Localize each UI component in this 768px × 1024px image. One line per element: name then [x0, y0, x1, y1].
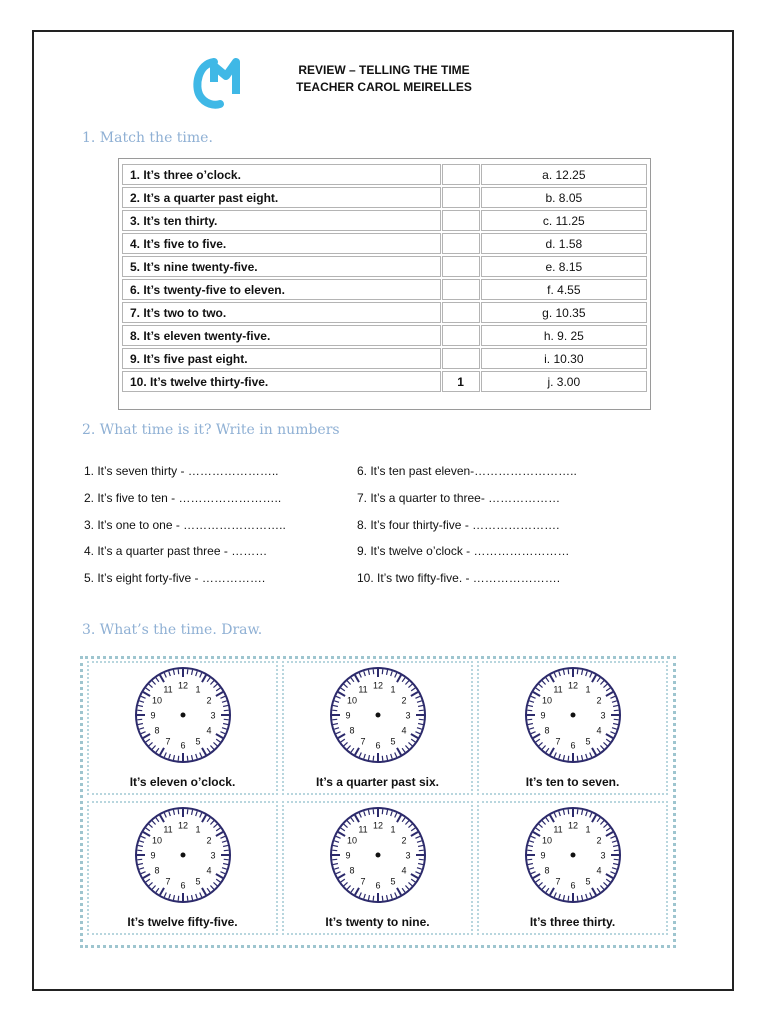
- header-teacher: TEACHER CAROL MEIRELLES: [296, 80, 472, 94]
- clock-face-icon[interactable]: [523, 665, 623, 765]
- clock-number: 8: [154, 725, 160, 736]
- match-answer-box[interactable]: [442, 187, 480, 208]
- clock-number: 10: [541, 695, 552, 706]
- clock-number: 4: [595, 725, 601, 736]
- match-answer-box[interactable]: [442, 210, 480, 231]
- match-answer-box[interactable]: [442, 279, 480, 300]
- clock-number: 1: [194, 824, 201, 835]
- match-option: h. 9. 25: [481, 325, 647, 346]
- clock-cell: [87, 801, 278, 935]
- clock-number: 12: [177, 680, 188, 691]
- clock-face-icon[interactable]: [133, 665, 233, 765]
- clock-number: 2: [595, 695, 601, 706]
- clock-number: 8: [544, 865, 550, 876]
- match-row: [122, 233, 647, 254]
- clock-number: 5: [584, 876, 591, 887]
- clock-cell: [477, 661, 668, 795]
- match-table: [118, 158, 651, 410]
- clock-number: 11: [357, 684, 368, 695]
- match-option: d. 1.58: [481, 233, 647, 254]
- clock-number: 6: [569, 880, 576, 891]
- match-option: b. 8.05: [481, 187, 647, 208]
- match-question: 4. It’s five to five.: [122, 233, 441, 254]
- clock-number: 10: [346, 835, 357, 846]
- write-item: 5. It’s eight forty-five - …………….: [84, 571, 266, 585]
- clock-number: 11: [552, 824, 563, 835]
- header-title: REVIEW – TELLING THE TIME: [298, 63, 470, 77]
- clock-number: 5: [194, 736, 201, 747]
- clock-number: 9: [344, 850, 351, 861]
- write-item: 6. It’s ten past eleven-……………………..: [357, 464, 577, 478]
- clock-number: 7: [164, 876, 171, 887]
- clock-number: 2: [205, 835, 211, 846]
- clock-number: 3: [404, 710, 411, 721]
- match-option: e. 8.15: [481, 256, 647, 277]
- clock-number: 1: [389, 824, 396, 835]
- clock-number: 10: [541, 835, 552, 846]
- match-answer-box[interactable]: [442, 325, 480, 346]
- clock-number: 4: [205, 865, 211, 876]
- clock-number: 6: [179, 740, 186, 751]
- write-item: 7. It’s a quarter to three- ………………: [357, 491, 561, 505]
- clock-number: 8: [154, 865, 160, 876]
- match-row: [122, 279, 647, 300]
- clock-number: 4: [595, 865, 601, 876]
- clock-caption: It’s ten to seven.: [525, 775, 620, 789]
- match-answer-box[interactable]: [442, 302, 480, 323]
- clock-number: 1: [194, 684, 201, 695]
- clock-cell: [282, 661, 473, 795]
- match-answer-box[interactable]: [442, 164, 480, 185]
- clock-number: 4: [400, 725, 406, 736]
- match-row: [122, 187, 647, 208]
- clock-number: 11: [162, 684, 173, 695]
- match-option: a. 12.25: [481, 164, 647, 185]
- match-answer-box[interactable]: [442, 233, 480, 254]
- clock-number: 5: [389, 736, 396, 747]
- match-question: 3. It’s ten thirty.: [122, 210, 441, 231]
- clock-number: 10: [346, 695, 357, 706]
- clock-number: 5: [584, 736, 591, 747]
- match-row: [122, 256, 647, 277]
- clock-caption: It’s three thirty.: [529, 915, 616, 929]
- clock-number: 10: [151, 695, 162, 706]
- clock-number: 6: [179, 880, 186, 891]
- write-item: 4. It’s a quarter past three - ………: [84, 544, 268, 558]
- write-item: 1. It’s seven thirty - …………………..: [84, 464, 279, 478]
- match-question: 5. It’s nine twenty-five.: [122, 256, 441, 277]
- logo-icon: [192, 56, 244, 112]
- clock-number: 9: [149, 850, 156, 861]
- clock-number: 8: [349, 865, 355, 876]
- match-option: g. 10.35: [481, 302, 647, 323]
- match-question: 9. It’s five past eight.: [122, 348, 441, 369]
- match-question: 7. It’s two to two.: [122, 302, 441, 323]
- match-answer-box[interactable]: 1: [442, 371, 480, 392]
- section2-title: 2. What time is it? Write in numbers: [82, 422, 340, 438]
- match-row: [122, 371, 647, 392]
- clock-number: 7: [359, 876, 366, 887]
- write-item: 3. It’s one to one - ……………………..: [84, 518, 286, 532]
- write-item: 8. It’s four thirty-five - ………………….: [357, 518, 560, 532]
- clock-number: 3: [599, 710, 606, 721]
- clock-number: 7: [359, 736, 366, 747]
- worksheet-header: [250, 62, 518, 96]
- match-question: 10. It’s twelve thirty-five.: [122, 371, 441, 392]
- match-option: c. 11.25: [481, 210, 647, 231]
- clock-cell: [477, 801, 668, 935]
- match-option: i. 10.30: [481, 348, 647, 369]
- match-answer-box[interactable]: [442, 256, 480, 277]
- clock-number: 3: [599, 850, 606, 861]
- clock-number: 12: [372, 680, 383, 691]
- clock-number: 2: [400, 695, 406, 706]
- clock-number: 2: [400, 835, 406, 846]
- clock-number: 2: [205, 695, 211, 706]
- clock-number: 9: [539, 850, 546, 861]
- clock-number: 12: [372, 820, 383, 831]
- match-row: [122, 164, 647, 185]
- clock-number: 11: [162, 824, 173, 835]
- match-answer-box[interactable]: [442, 348, 480, 369]
- clock-number: 3: [209, 710, 216, 721]
- clock-number: 7: [164, 736, 171, 747]
- clock-number: 11: [357, 824, 368, 835]
- clock-number: 9: [149, 710, 156, 721]
- clock-number: 3: [404, 850, 411, 861]
- match-row: [122, 325, 647, 346]
- clock-number: 6: [374, 880, 381, 891]
- clock-number: 1: [584, 684, 591, 695]
- clock-number: 7: [554, 876, 561, 887]
- clock-number: 12: [567, 680, 578, 691]
- clock-caption: It’s a quarter past six.: [316, 775, 439, 789]
- clock-number: 12: [177, 820, 188, 831]
- clock-number: 9: [344, 710, 351, 721]
- clock-number: 1: [389, 684, 396, 695]
- clock-caption: It’s twenty to nine.: [325, 915, 430, 929]
- clock-number: 7: [554, 736, 561, 747]
- clock-cell: [87, 661, 278, 795]
- write-item: 10. It’s two fifty-five. - ………………….: [357, 571, 561, 585]
- clock-number: 8: [544, 725, 550, 736]
- section3-title: 3. What’s the time. Draw.: [82, 622, 263, 638]
- clock-face-icon[interactable]: [523, 805, 623, 905]
- match-option: j. 3.00: [481, 371, 647, 392]
- clock-number: 12: [567, 820, 578, 831]
- write-item: 2. It’s five to ten - ……………………..: [84, 491, 282, 505]
- clock-caption: It’s eleven o’clock.: [129, 775, 236, 789]
- clock-number: 3: [209, 850, 216, 861]
- clock-number: 9: [539, 710, 546, 721]
- clock-number: 4: [400, 865, 406, 876]
- clock-number: 6: [374, 740, 381, 751]
- clock-cell: [282, 801, 473, 935]
- clock-face-icon[interactable]: [328, 805, 428, 905]
- clock-number: 5: [194, 876, 201, 887]
- match-question: 2. It’s a quarter past eight.: [122, 187, 441, 208]
- clock-face-icon[interactable]: [133, 805, 233, 905]
- match-row: [122, 348, 647, 369]
- clock-number: 1: [584, 824, 591, 835]
- match-option: f. 4.55: [481, 279, 647, 300]
- clock-number: 6: [569, 740, 576, 751]
- match-row: [122, 302, 647, 323]
- match-question: 6. It’s twenty-five to eleven.: [122, 279, 441, 300]
- clock-number: 10: [151, 835, 162, 846]
- clock-number: 5: [389, 876, 396, 887]
- write-item: 9. It’s twelve o’clock - ……………………: [357, 544, 570, 558]
- clock-number: 11: [552, 684, 563, 695]
- clock-caption: It’s twelve fifty-five.: [127, 915, 238, 929]
- clock-number: 2: [595, 835, 601, 846]
- clock-face-icon[interactable]: [328, 665, 428, 765]
- clock-number: 8: [349, 725, 355, 736]
- match-row: [122, 210, 647, 231]
- match-question: 8. It’s eleven twenty-five.: [122, 325, 441, 346]
- section1-title: 1. Match the time.: [82, 130, 213, 146]
- clock-grid: [80, 656, 676, 948]
- clock-number: 4: [205, 725, 211, 736]
- match-question: 1. It’s three o’clock.: [122, 164, 441, 185]
